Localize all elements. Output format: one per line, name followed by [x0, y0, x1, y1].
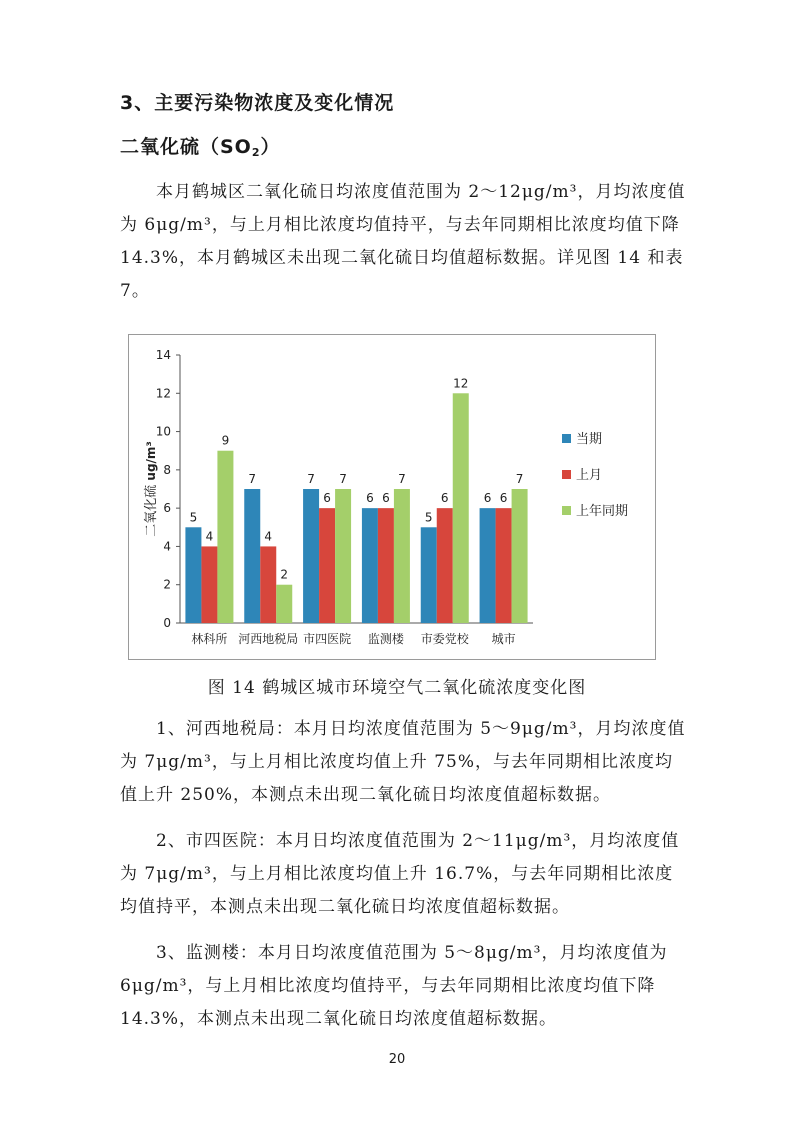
- legend-label: 上月: [576, 468, 603, 483]
- data-label: 5: [424, 510, 433, 525]
- bar-当期: [480, 508, 496, 623]
- bar-当期: [303, 489, 319, 623]
- x-category-label: 监测楼: [367, 632, 404, 646]
- station-paragraph-text: 2、市四医院：本月日均浓度值范围为 2～11μg/m³，月均浓度值为 7μg/m³，与上月相比浓度均值上升 16.7%，与去年同期相比浓度均值持平，本测点未出现二氧化硫日均浓度值超标数据。: [120, 831, 680, 917]
- station-paragraph: [120, 825, 688, 924]
- subheading-subscript: 2: [251, 146, 261, 159]
- subheading-main: 二氧化硫（SO: [120, 136, 252, 158]
- station-paragraph: [120, 713, 688, 812]
- data-label: 9: [221, 433, 230, 448]
- x-category-label: 城市: [491, 632, 516, 646]
- y-tick-label: 4: [163, 539, 171, 554]
- data-label: 6: [366, 491, 374, 506]
- bar-上年同期: [394, 489, 410, 623]
- data-label: 6: [483, 491, 492, 506]
- chart-canvas: [129, 335, 655, 659]
- x-category-label: 林科所: [191, 632, 228, 646]
- bar-上月: [319, 508, 335, 623]
- data-label: 6: [323, 491, 331, 506]
- legend-label: 上年同期: [576, 504, 629, 519]
- data-label: 7: [339, 472, 347, 486]
- y-tick-label: 12: [155, 386, 171, 401]
- section-heading: 3、主要污染物浓度及变化情况: [120, 92, 395, 114]
- data-label: 7: [307, 472, 315, 486]
- data-label: 7: [515, 472, 524, 486]
- intro-text: 本月鹤城区二氧化硫日均浓度值范围为 2～12μg/m³，月均浓度值为 6μg/m³，与上月相比浓度均值持平，与去年同期相比浓度均值下降 14.3%，本月鹤城区未出现二氧化硫日均值超标数据。详见图 14 和表 7。: [120, 182, 686, 301]
- legend-swatch: [562, 506, 571, 515]
- y-tick-label: 0: [163, 616, 171, 630]
- y-tick-label: 14: [155, 348, 171, 362]
- bar-上月: [201, 546, 217, 623]
- data-label: 5: [189, 510, 198, 525]
- data-label: 4: [264, 529, 273, 544]
- bar-上年同期: [453, 393, 469, 623]
- legend-label: 当期: [576, 432, 603, 447]
- data-label: 7: [398, 472, 406, 486]
- data-label: 4: [205, 529, 214, 544]
- bar-当期: [244, 489, 260, 623]
- y-tick-label: 2: [163, 577, 171, 592]
- data-label: 2: [280, 567, 289, 582]
- station-paragraph: [120, 937, 688, 1036]
- data-label: 6: [499, 491, 508, 506]
- y-axis-label-unit: ug/m³: [144, 441, 158, 481]
- station-paragraph-text: 3、监测楼：本月日均浓度值范围为 5～8μg/m³，月均浓度值为 6μg/m³，与上月相比浓度均值持平，与去年同期相比浓度均值下降 14.3%，本测点未出现二氧化硫日均浓度值超标数据。: [120, 943, 668, 1029]
- x-category-label: 市委党校: [420, 632, 469, 646]
- y-tick-label: 10: [155, 424, 171, 439]
- data-label: 7: [248, 472, 257, 486]
- station-paragraph-text: 1、河西地税局：本月日均浓度值范围为 5～9μg/m³，月均浓度值为 7μg/m³，与上月相比浓度均值上升 75%，与去年同期相比浓度均值上升 250%，本测点未出现二氧化硫日均浓度值超标数据。: [120, 719, 686, 805]
- bar-上月: [378, 508, 394, 623]
- bar-上年同期: [276, 585, 292, 623]
- bar-当期: [185, 527, 201, 623]
- bar-上月: [496, 508, 512, 623]
- data-label: 12: [453, 376, 469, 391]
- intro-paragraph: [120, 176, 688, 308]
- x-category-label: 市四医院: [303, 632, 352, 646]
- bar-上年同期: [335, 489, 351, 623]
- bar-当期: [362, 508, 378, 623]
- bar-上月: [437, 508, 453, 623]
- y-tick-label: 6: [163, 501, 171, 516]
- bar-上年同期: [512, 489, 528, 623]
- y-axis-label-name: 二氧化硫: [144, 480, 159, 537]
- figure-caption: 图 14 鹤城区城市环境空气二氧化硫浓度变化图: [207, 678, 587, 698]
- y-tick-label: 8: [163, 462, 171, 477]
- y-axis-label: [144, 441, 159, 536]
- bar-上年同期: [217, 451, 233, 623]
- page-number: 20: [388, 1052, 406, 1067]
- bar-当期: [421, 527, 437, 623]
- x-category-label: 河西地税局: [238, 632, 299, 646]
- data-label: 6: [440, 491, 449, 506]
- legend-swatch: [562, 434, 571, 443]
- subheading-close: ）: [260, 136, 281, 158]
- legend-swatch: [562, 470, 571, 479]
- data-label: 6: [382, 491, 390, 506]
- subsection-heading: [120, 132, 281, 159]
- so2-bar-chart: [128, 334, 656, 660]
- bar-上月: [260, 546, 276, 623]
